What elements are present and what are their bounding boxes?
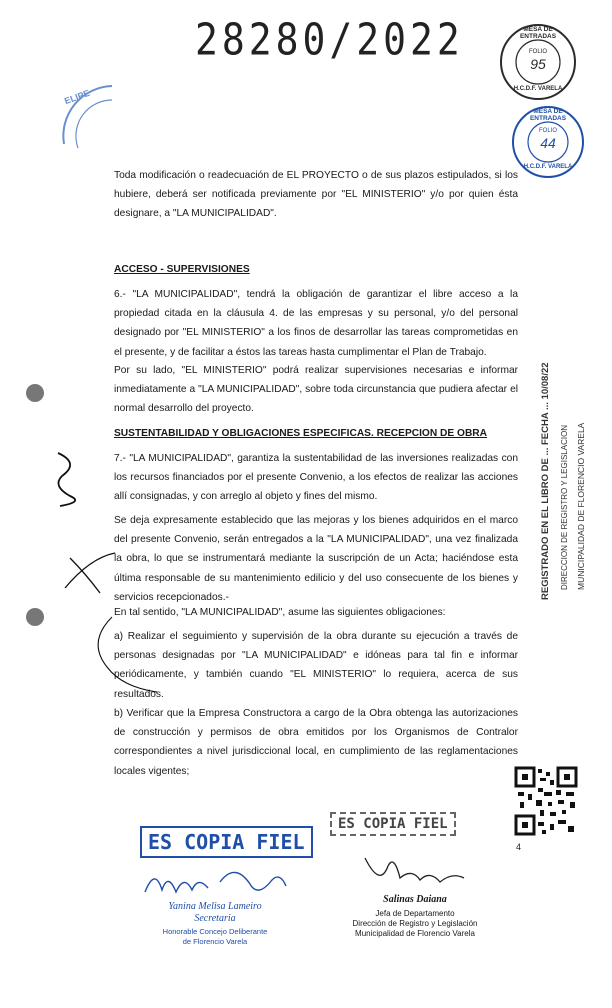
paragraph-supervisiones: Por su lado, "EL MINISTERIO" podrá realizar supervisiones necesarias e informar inmediatamente a "LA MUNICIPALIDAD", sobre toda circunstancia que pudiera afectar el normal desarrollo del proyecto. — [114, 365, 518, 415]
signature-scribble-left-icon — [140, 862, 290, 902]
margin-cross-mark-icon — [60, 548, 120, 598]
vertical-note-registro: REGISTRADO EN EL LIBRO DE ... FECHA ... 10/08/22 — [540, 362, 551, 600]
stamp-1-ring-text: MESA DE ENTRADAS — [519, 26, 557, 40]
punch-hole-top — [26, 384, 44, 402]
paragraph-clausula-7: 7.- "LA MUNICIPALIDAD", garantiza la sustentabilidad de las inversiones realizadas con los recursos financiados por el presente Convenio, a los efectos de realizar las acciones allí consignadas, y con arreglo al objeto y fines del mismo. — [114, 453, 518, 503]
signature-right-name: Salinas Daiana — [383, 894, 447, 905]
page-number: 4 — [516, 842, 522, 852]
signature-right-role: Jefa de Departamento — [375, 909, 455, 918]
stamp-1-folio: FOLIO — [528, 49, 547, 55]
stamp-2-number: 44 — [540, 135, 556, 151]
margin-bracket-mark-icon — [82, 612, 162, 702]
signature-left-org2: de Florencio Varela — [182, 937, 248, 946]
paragraph-obligacion-a: a) Realizar el seguimiento y supervisión de la obra durante su ejecución a través de personas designadas por "LA MUNICIPALIDAD" e idóneas para tal fin e informar periódicamente, y también cuando "EL MINISTERIO" lo requiera, acerca de sus resultados. — [114, 631, 518, 700]
paragraph-mejoras: Se deja expresamente establecido que las mejoras y los bienes adquiridos en el marco del presente Convenio, serán entregados a la "LA MUNICIPALIDAD", una vez finalizada la obra, lo que se instrumentará mediante la suscripción de un Acta; haciéndose esta última responsable de su mantenimiento edilicio y del uso consecuente de los bienes y servicios recepcionados.- — [114, 515, 518, 603]
signature-left-role: Secretaria — [194, 913, 236, 924]
signature-left-name: Yanina Melisa Lameiro — [168, 901, 262, 912]
elipe-stamp-text: ELIPE — [63, 87, 91, 107]
paragraph-obligacion-b: b) Verificar que la Empresa Constructora a cargo de la Obra obtenga las autorizaciones de construcción y permisos de obra emitidos por los Organismos de Contralor correspondientes a nivel jurisdiccional local, en cumplimiento de las reglamentaciones locales vigentes; — [114, 708, 518, 777]
mesa-entradas-stamp-2 — [510, 104, 586, 180]
margin-signature-mark-icon — [50, 448, 90, 508]
stamp-1-number: 95 — [530, 56, 546, 72]
stamp-2-folio: FOLIO — [538, 128, 557, 134]
signature-scribble-right-icon — [360, 848, 470, 892]
vertical-note-direccion: DIRECCION DE REGISTRO Y LEGISLACION — [560, 424, 569, 590]
expediente-number: 28280/2022 — [195, 14, 464, 65]
es-copia-fiel-stamp-left: ES COPIA FIEL — [140, 826, 313, 858]
signature-left-org1: Honorable Concejo Deliberante — [162, 927, 268, 936]
heading-sustentabilidad: SUSTENTABILIDAD Y OBLIGACIONES ESPECIFICAS. RECEPCION DE OBRA — [114, 428, 488, 439]
signature-right-org1: Dirección de Registro y Legislación — [352, 919, 478, 928]
es-copia-fiel-stamp-right: ES COPIA FIEL — [330, 812, 456, 836]
punch-hole-bottom — [26, 608, 44, 626]
signature-right-org2: Municipalidad de Florencio Varela — [355, 929, 475, 938]
stamp-1-bottom: H.C.D.F. VARELA — [513, 86, 563, 92]
vertical-note-municipalidad: MUNICIPALIDAD DE FLORENCIO VARELA — [576, 422, 586, 590]
mesa-entradas-stamp-1 — [498, 22, 578, 102]
stamp-2-bottom: H.C.D.F. VARELA — [523, 164, 573, 170]
heading-acceso-supervisiones: ACCESO - SUPERVISIONES — [114, 264, 250, 275]
paragraph-modificacion: Toda modificación o readecuación de EL PROYECTO o de sus plazos estipulados, si los hubiere, deberá ser notificada previamente por "EL MINISTERIO" y/o por quien ésta designare, a "LA MUNICIPALIDAD". — [114, 170, 518, 220]
paragraph-clausula-6: 6.- "LA MUNICIPALIDAD", tendrá la obligación de garantizar el libre acceso a la propiedad citada en la cláusula 4. de las empresas y su personal, y/o del personal designado por "EL MINISTERIO" a los finos de desarrollar las tareas comprometidas en el presente, y de facilitar a éstos las tareas hasta cumplimentar el Plan de Trabajo. — [114, 289, 518, 358]
paragraph-obligaciones: En tal sentido, "LA MUNICIPALIDAD", asume las siguientes obligaciones: — [114, 607, 446, 618]
stamp-2-ring-text: MESA DE ENTRADAS — [529, 108, 567, 122]
qr-code-icon — [514, 766, 578, 836]
